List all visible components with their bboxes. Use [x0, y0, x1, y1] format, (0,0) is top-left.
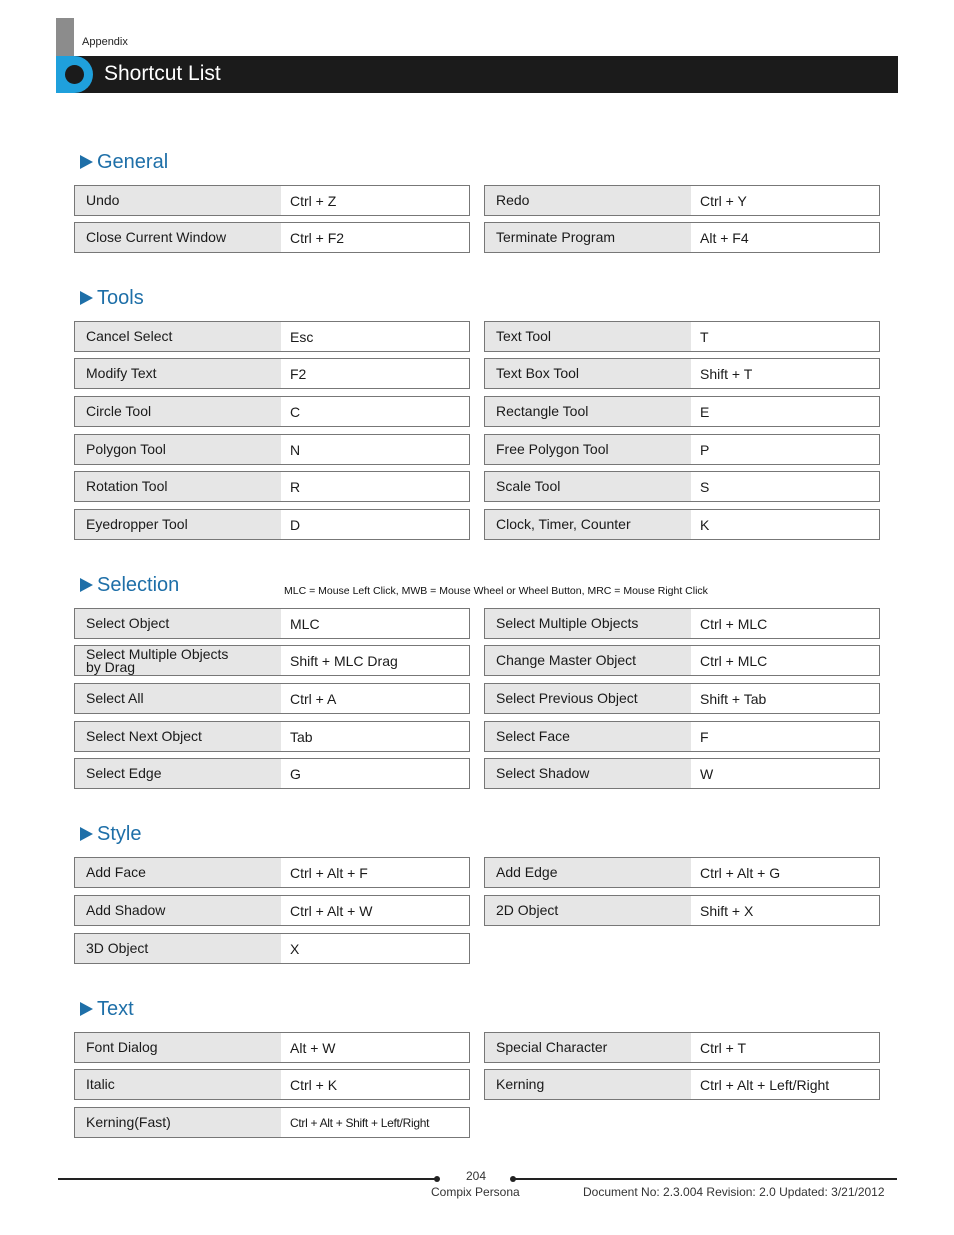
appendix-label: Appendix: [82, 36, 128, 48]
shortcut-row: [74, 683, 470, 714]
shortcut-action: Select Edge: [75, 759, 281, 788]
shortcut-action: Polygon Tool: [75, 435, 281, 464]
shortcut-action: Cancel Select: [75, 322, 281, 351]
shortcut-row: [74, 933, 470, 964]
triangle-bullet-icon: [80, 155, 93, 169]
shortcut-action: Scale Tool: [485, 472, 691, 501]
section-heading-general: [80, 149, 168, 175]
shortcut-row: [484, 434, 880, 465]
shortcut-row: [484, 509, 880, 540]
shortcut-action: Rotation Tool: [75, 472, 281, 501]
shortcut-row: [484, 1069, 880, 1100]
shortcut-row: [74, 396, 470, 427]
shortcut-action: Add Face: [75, 858, 281, 887]
shortcut-row: [74, 185, 470, 216]
shortcut-action: 3D Object: [75, 934, 281, 963]
shortcut-keys: C: [290, 403, 301, 420]
shortcut-action: Select Next Object: [75, 722, 281, 751]
shortcut-keys: Ctrl + T: [700, 1039, 747, 1056]
shortcut-keys: S: [700, 478, 710, 495]
section-heading-text: [80, 996, 134, 1022]
shortcut-keys: R: [290, 478, 301, 495]
shortcut-keys: Ctrl + Alt + Left/Right: [700, 1076, 830, 1093]
shortcut-action: Select All: [75, 684, 281, 713]
shortcut-row: [484, 471, 880, 502]
shortcut-row: [74, 857, 470, 888]
shortcut-keys: Ctrl + Alt + W: [290, 902, 373, 919]
shortcut-keys: Alt + W: [290, 1039, 336, 1056]
shortcut-row: [484, 608, 880, 639]
shortcut-row: [74, 1069, 470, 1100]
triangle-bullet-icon: [80, 291, 93, 305]
header-gray-tab: [56, 18, 74, 56]
selection-abbreviation-note: MLC = Mouse Left Click, MWB = Mouse Wheel or Wheel Button, MRC = Mouse Right Click: [284, 585, 708, 597]
shortcut-row: [484, 185, 880, 216]
shortcut-row: [484, 645, 880, 676]
shortcut-action: Select Shadow: [485, 759, 691, 788]
shortcut-row: [484, 758, 880, 789]
shortcut-row: [74, 321, 470, 352]
shortcut-keys: Ctrl + A: [290, 690, 337, 707]
shortcut-action: Add Shadow: [75, 896, 281, 925]
shortcut-row: [74, 1032, 470, 1063]
shortcut-action: Add Edge: [485, 858, 691, 887]
shortcut-action: Select Multiple Objects by Drag: [75, 646, 281, 675]
shortcut-keys: Ctrl + MLC: [700, 652, 768, 669]
shortcut-row: [484, 857, 880, 888]
section-title: Style: [97, 822, 142, 845]
shortcut-row: [74, 471, 470, 502]
shortcut-keys: Esc: [290, 328, 314, 345]
shortcut-keys: P: [700, 441, 710, 458]
shortcut-keys: E: [700, 403, 710, 420]
shortcut-action: Clock, Timer, Counter: [485, 510, 691, 539]
shortcut-action: Kerning(Fast): [75, 1108, 281, 1137]
shortcut-action: Text Box Tool: [485, 359, 691, 388]
shortcut-keys: F: [700, 728, 709, 745]
shortcut-keys: X: [290, 940, 300, 957]
document-info: Document No: 2.3.004 Revision: 2.0 Updated: 3/21/2012: [583, 1185, 885, 1199]
shortcut-keys: T: [700, 328, 709, 345]
page-title: Shortcut List: [104, 62, 221, 85]
triangle-bullet-icon: [80, 827, 93, 841]
shortcut-action: Select Object: [75, 609, 281, 638]
shortcut-keys: Ctrl + Y: [700, 192, 747, 209]
shortcut-action: Rectangle Tool: [485, 397, 691, 426]
shortcut-action: Italic: [75, 1070, 281, 1099]
shortcut-action: Terminate Program: [485, 223, 691, 252]
page-number: 204: [466, 1169, 487, 1183]
title-dot-icon: [65, 65, 84, 84]
shortcut-action: Eyedropper Tool: [75, 510, 281, 539]
triangle-bullet-icon: [80, 1002, 93, 1016]
shortcut-keys: F2: [290, 365, 307, 382]
shortcut-row: [74, 608, 470, 639]
shortcut-row: [484, 396, 880, 427]
shortcut-keys: Tab: [290, 728, 313, 745]
shortcut-keys: Ctrl + Alt + Shift + Left/Right: [290, 1115, 430, 1130]
shortcut-row: [74, 434, 470, 465]
section-heading-tools: [80, 285, 144, 311]
shortcut-keys: Shift + T: [700, 365, 753, 382]
shortcut-keys: Shift + Tab: [700, 690, 767, 707]
shortcut-keys: MLC: [290, 615, 320, 632]
shortcut-keys: Ctrl + Alt + G: [700, 864, 781, 881]
shortcut-keys: Shift + MLC Drag: [290, 652, 398, 669]
shortcut-row: [74, 1107, 470, 1138]
shortcut-action: Font Dialog: [75, 1033, 281, 1062]
shortcut-row: [74, 721, 470, 752]
shortcut-row: [484, 895, 880, 926]
shortcut-row: [484, 1032, 880, 1063]
shortcut-keys: Ctrl + Z: [290, 192, 337, 209]
shortcut-row: [484, 721, 880, 752]
shortcut-action: Redo: [485, 186, 691, 215]
shortcut-action: Close Current Window: [75, 223, 281, 252]
shortcut-keys: Ctrl + MLC: [700, 615, 768, 632]
shortcut-row: [74, 645, 470, 676]
shortcut-row: [484, 222, 880, 253]
shortcut-action: Select Face: [485, 722, 691, 751]
section-heading-style: [80, 821, 141, 847]
shortcut-action: Select Previous Object: [485, 684, 691, 713]
shortcut-action: Kerning: [485, 1070, 691, 1099]
section-title: Selection: [97, 573, 180, 596]
shortcut-keys: D: [290, 516, 301, 533]
shortcut-action: Special Character: [485, 1033, 691, 1062]
triangle-bullet-icon: [80, 578, 93, 592]
shortcut-action: Modify Text: [75, 359, 281, 388]
shortcut-keys: Ctrl + Alt + F: [290, 864, 368, 881]
section-title: Tools: [97, 286, 144, 309]
shortcut-action: Select Multiple Objects: [485, 609, 691, 638]
footer-rule-right: [514, 1178, 897, 1180]
shortcut-row: [74, 758, 470, 789]
shortcut-keys: Shift + X: [700, 902, 754, 919]
shortcut-keys: Ctrl + F2: [290, 229, 345, 246]
shortcut-row: [484, 321, 880, 352]
shortcut-action: Change Master Object: [485, 646, 691, 675]
shortcut-row: [74, 895, 470, 926]
shortcut-action: Text Tool: [485, 322, 691, 351]
shortcut-action: Free Polygon Tool: [485, 435, 691, 464]
product-name: Compix Persona: [431, 1185, 520, 1199]
section-title: General: [97, 150, 169, 173]
shortcut-action: Circle Tool: [75, 397, 281, 426]
footer-dot-left: [434, 1176, 440, 1182]
section-title: Text: [97, 997, 134, 1020]
shortcut-row: [74, 222, 470, 253]
shortcut-keys: Alt + F4: [700, 229, 749, 246]
section-heading-selection: [80, 572, 179, 598]
shortcut-keys: Ctrl + K: [290, 1076, 338, 1093]
shortcut-row: [484, 683, 880, 714]
shortcut-keys: W: [700, 765, 714, 782]
shortcut-action: Undo: [75, 186, 281, 215]
footer-rule-left: [58, 1178, 436, 1180]
shortcut-row: [74, 509, 470, 540]
shortcut-keys: G: [290, 765, 301, 782]
shortcut-keys: K: [700, 516, 710, 533]
shortcut-keys: N: [290, 441, 301, 458]
shortcut-row: [484, 358, 880, 389]
shortcut-row: [74, 358, 470, 389]
shortcut-action: 2D Object: [485, 896, 691, 925]
